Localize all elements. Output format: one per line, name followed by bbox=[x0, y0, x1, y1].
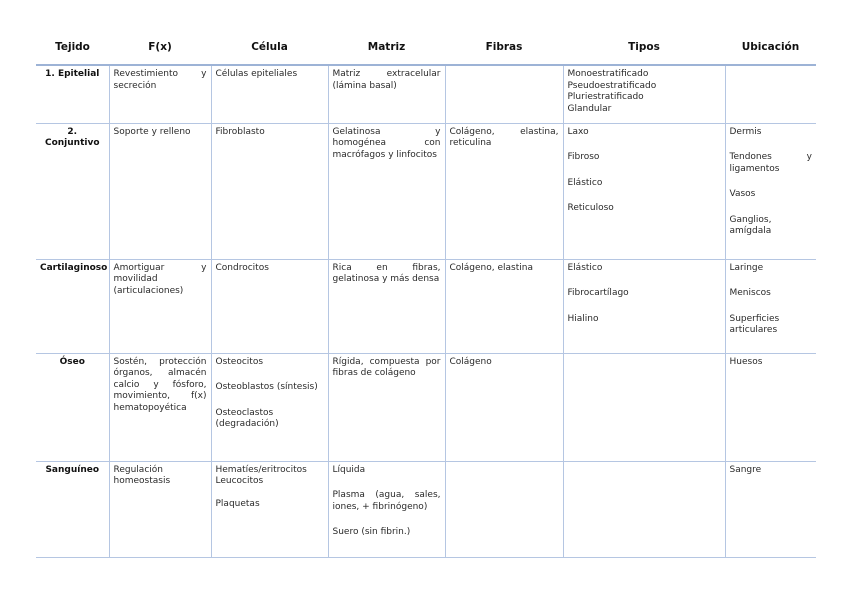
cell-celula bbox=[211, 353, 328, 461]
cell-matriz bbox=[328, 123, 445, 259]
cell-line: Fibroblasto bbox=[215, 126, 265, 137]
header-tejido: Tejido bbox=[36, 34, 109, 65]
cell-ubicacion bbox=[725, 353, 816, 461]
cell-line: Hialino bbox=[567, 313, 599, 324]
header-fx: F(x) bbox=[109, 34, 211, 65]
cell-line: Vasos bbox=[729, 189, 756, 199]
cell-fx: Sostén, protección órganos, almacén calcio y fósforo, movimiento, f(x) hematopoyética bbox=[109, 353, 211, 461]
cell-celula bbox=[211, 123, 328, 259]
cell-fibras: Colágeno bbox=[445, 353, 563, 461]
cell-line: Pluriestratificado bbox=[567, 92, 644, 102]
cell-celula bbox=[211, 259, 328, 353]
table-row bbox=[36, 65, 816, 123]
cell-matriz bbox=[328, 259, 445, 353]
cell-celula bbox=[211, 65, 328, 123]
cell-tipos bbox=[563, 259, 725, 353]
cell-line: Células epiteliales bbox=[215, 69, 298, 79]
cell-line: Meniscos bbox=[729, 288, 771, 298]
cell-line: Suero (sin fibrin.) bbox=[332, 527, 411, 537]
cell-line: Rica en fibras, gelatinosa y más densa bbox=[332, 262, 441, 284]
cell-fx: Regulación homeostasis bbox=[109, 461, 211, 557]
cell-line: Dermis bbox=[729, 126, 762, 137]
cell-line: Elástico bbox=[567, 262, 603, 273]
cell-line: Laringe bbox=[729, 262, 764, 273]
cell-line: Elástico bbox=[567, 177, 603, 188]
cell-matriz bbox=[328, 353, 445, 461]
cell-matriz bbox=[328, 461, 445, 557]
cell-line: Glandular bbox=[567, 103, 612, 114]
cell-line: Plasma (agua, sales, iones, + fibrinógeno) bbox=[332, 490, 441, 512]
cell-line: Osteoblastos (síntesis) bbox=[215, 382, 318, 392]
header-ubicacion: Ubicación bbox=[725, 34, 816, 65]
cell-line: Pseudoestratificado bbox=[567, 80, 657, 91]
cell-line: Matriz extracelular (lámina basal) bbox=[332, 69, 441, 91]
cell-line: Gelatinosa y homogénea con macrófagos y linfocitos bbox=[332, 126, 441, 160]
cell-tejido: Óseo bbox=[36, 353, 109, 461]
cell-line: Rígida, compuesta por fibras de colágeno bbox=[332, 356, 441, 378]
cell-line: Superficies articulares bbox=[729, 313, 780, 335]
cell-matriz bbox=[328, 65, 445, 123]
cell-line: Tendones y ligamentos bbox=[729, 152, 812, 174]
table-row bbox=[36, 123, 816, 259]
cell-line: Plaquetas bbox=[215, 498, 260, 509]
header-fibras: Fibras bbox=[445, 34, 563, 65]
cell-fibras: Colágeno, elastina, reticulina bbox=[445, 123, 563, 259]
cell-line: Reticuloso bbox=[567, 203, 614, 213]
cell-fibras bbox=[445, 65, 563, 123]
cell-line: Fibroso bbox=[567, 152, 600, 162]
cell-line: Fibrocartílago bbox=[567, 288, 629, 298]
table-row bbox=[36, 461, 816, 557]
cell-celula bbox=[211, 461, 328, 557]
cell-line: Sangre bbox=[729, 464, 762, 475]
cell-line: Osteocitos bbox=[215, 356, 264, 367]
cell-ubicacion bbox=[725, 259, 816, 353]
cell-line: Monoestratificado bbox=[567, 69, 649, 79]
cell-tejido: Sanguíneo bbox=[36, 461, 109, 557]
header-celula: Célula bbox=[211, 34, 328, 65]
cell-line: Líquida bbox=[332, 464, 366, 475]
cell-tipos bbox=[563, 65, 725, 123]
cell-line: Huesos bbox=[729, 356, 763, 367]
cell-tipos bbox=[563, 353, 725, 461]
cell-ubicacion bbox=[725, 123, 816, 259]
cell-ubicacion bbox=[725, 461, 816, 557]
cell-line: Hematíes/eritrocitos bbox=[215, 464, 307, 475]
cell-line: Osteoclastos (degradación) bbox=[215, 407, 279, 429]
cell-line: Condrocitos bbox=[215, 262, 269, 273]
cell-fx: Amortiguar y movilidad (articulaciones) bbox=[109, 259, 211, 353]
header-matriz: Matriz bbox=[328, 34, 445, 65]
table-row bbox=[36, 259, 816, 353]
cell-tejido: Cartilaginoso bbox=[36, 259, 109, 353]
cell-line: Leucocitos bbox=[215, 476, 264, 486]
cell-fibras bbox=[445, 461, 563, 557]
header-row bbox=[36, 34, 816, 65]
cell-fx: Soporte y relleno bbox=[109, 123, 211, 259]
table-row bbox=[36, 353, 816, 461]
header-tipos: Tipos bbox=[563, 34, 725, 65]
tissue-table bbox=[36, 34, 816, 558]
cell-tipos bbox=[563, 461, 725, 557]
cell-tejido: 2. Conjuntivo bbox=[36, 123, 109, 259]
cell-line: Ganglios, amígdala bbox=[729, 214, 772, 236]
cell-fx: Revestimiento y secreción bbox=[109, 65, 211, 123]
cell-ubicacion bbox=[725, 65, 816, 123]
cell-tipos bbox=[563, 123, 725, 259]
cell-line: Laxo bbox=[567, 126, 589, 137]
cell-tejido: 1. Epitelial bbox=[36, 65, 109, 123]
cell-fibras: Colágeno, elastina bbox=[445, 259, 563, 353]
